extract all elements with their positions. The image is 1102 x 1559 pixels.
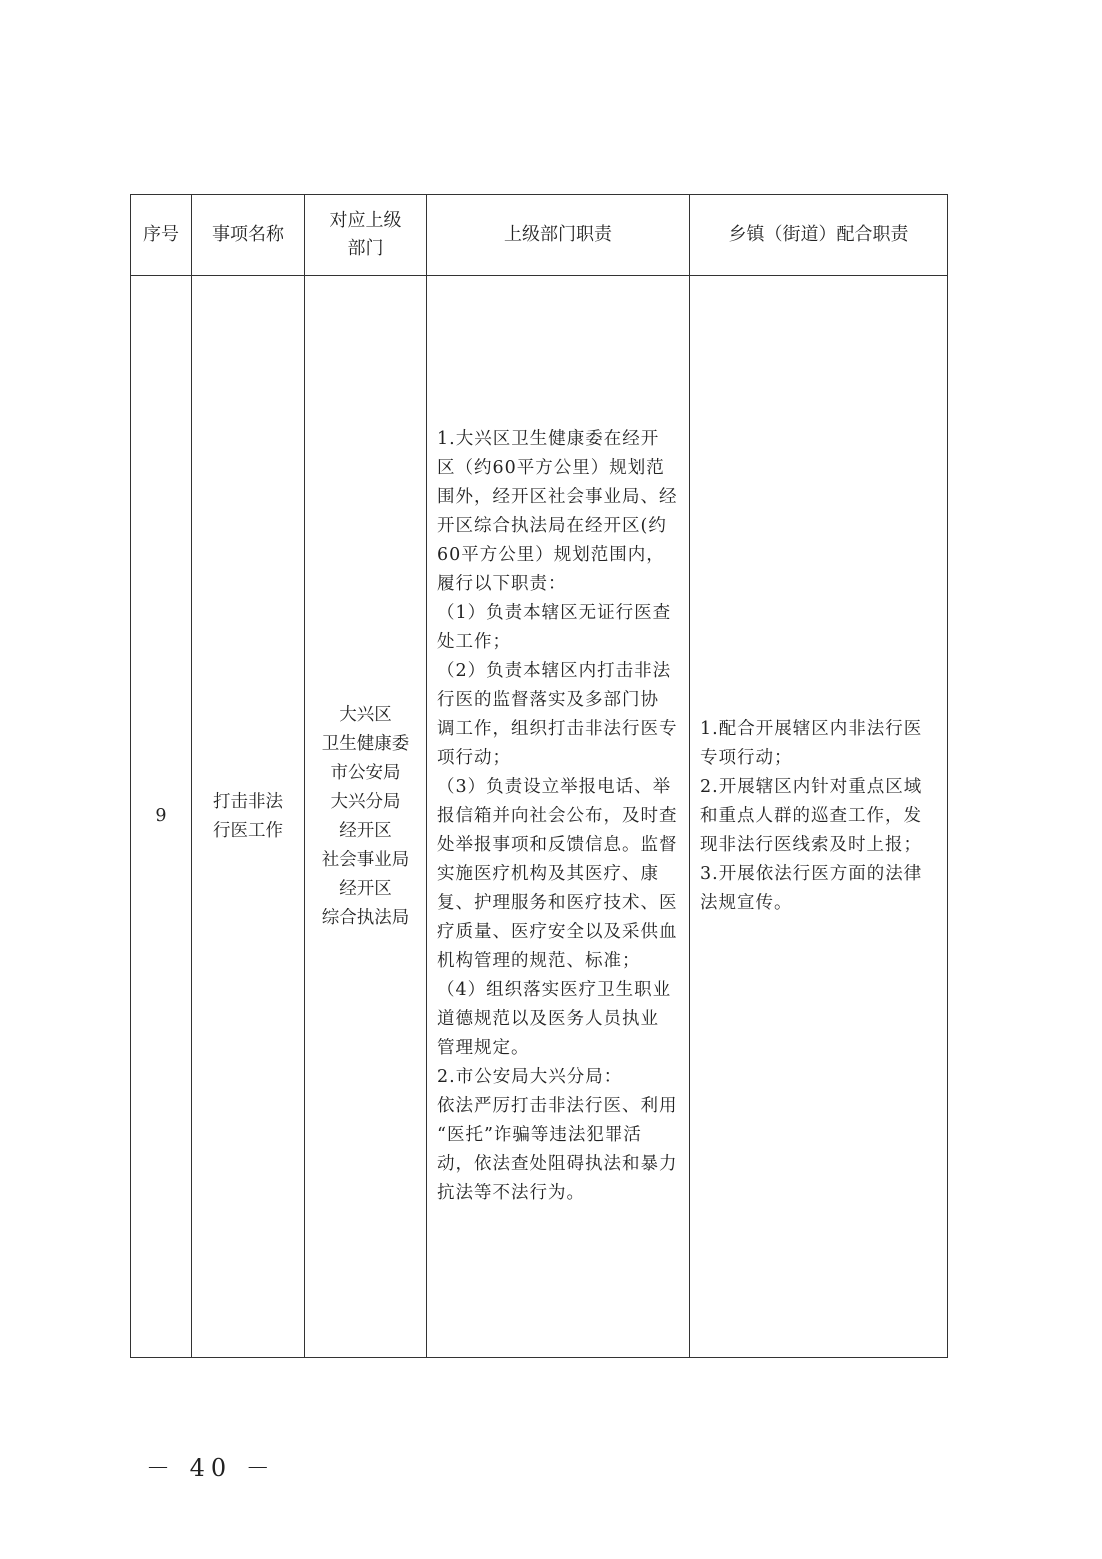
superior-duty-line: 项行动； [437, 748, 511, 768]
superior-duty-line: 履行以下职责： [437, 574, 567, 594]
township-duty-line: 专项行动； [700, 748, 793, 768]
cell-departments [305, 276, 427, 1358]
page-number: － 40 － [146, 1454, 276, 1482]
superior-duty-line: 2.市公安局大兴分局： [437, 1067, 623, 1087]
superior-duty-line: 围外，经开区社会事业局、经 [437, 487, 678, 507]
township-duty-line: 法规宣传。 [700, 893, 793, 913]
superior-duty-line: （3）负责设立举报电话、举 [437, 777, 672, 797]
item-name-line: 行医工作 [213, 820, 283, 841]
department-line: 大兴分局 [330, 791, 401, 812]
superior-duty-line: 依法严厉打击非法行医、利用 [437, 1096, 678, 1116]
superior-duty-line: （1）负责本辖区无证行医查 [437, 603, 672, 623]
header-township-duties: 乡镇（街道）配合职责 [690, 195, 948, 276]
superior-duty-line: 道德规范以及医务人员执业 [437, 1009, 659, 1029]
department-line: 卫生健康委 [321, 733, 410, 754]
header-superior-duties: 上级部门职责 [427, 195, 690, 276]
township-duty-line: 现非法行医线索及时上报； [700, 835, 922, 855]
department-line: 经开区 [339, 820, 392, 841]
superior-duty-line: （2）负责本辖区内打击非法 [437, 661, 672, 681]
table-header-row [131, 195, 948, 276]
superior-duty-line: 机构管理的规范、标准； [437, 951, 641, 971]
cell-superior-duties [427, 276, 690, 1358]
superior-duty-line: 60平方公里）规划范围内， [437, 545, 665, 565]
department-line: 经开区 [339, 878, 392, 899]
cell-township-duties [690, 276, 948, 1358]
header-index: 序号 [131, 195, 192, 276]
superior-duty-line: 行医的监督落实及多部门协 [437, 690, 659, 710]
superior-duty-line: 处工作； [437, 632, 511, 652]
table-row [131, 276, 948, 1358]
header-superior-dept-line1: 对应上级 [329, 210, 402, 231]
superior-duty-line: 复、护理服务和医疗技术、医 [437, 893, 678, 913]
superior-duty-line: 管理规定。 [437, 1038, 530, 1058]
department-line: 社会事业局 [321, 849, 410, 870]
item-name-line: 打击非法 [213, 791, 283, 812]
department-line: 市公安局 [330, 762, 401, 783]
township-duty-line: 3.开展依法行医方面的法律 [700, 864, 923, 884]
responsibility-table [130, 194, 948, 1358]
superior-duty-line: “医托”诈骗等违法犯罪活 [437, 1125, 642, 1145]
township-duty-line: 1.配合开展辖区内非法行医 [700, 719, 923, 739]
superior-duty-line: 区（约60平方公里）规划范 [437, 458, 665, 478]
cell-index: 9 [131, 276, 192, 1358]
header-superior-dept-line2: 部门 [347, 238, 384, 259]
superior-duty-line: 开区综合执法局在经开区(约 [437, 516, 667, 536]
superior-duty-line: 处举报事项和反馈信息。监督 [437, 835, 678, 855]
township-duty-line: 和重点人群的巡查工作，发 [700, 806, 922, 826]
department-line: 大兴区 [339, 704, 392, 725]
superior-duty-line: （4）组织落实医疗卫生职业 [437, 980, 672, 1000]
township-duty-line: 2.开展辖区内针对重点区域 [700, 777, 923, 797]
header-item-name: 事项名称 [192, 195, 305, 276]
superior-duty-line: 动，依法查处阻碍执法和暴力 [437, 1154, 678, 1174]
superior-duty-line: 实施医疗机构及其医疗、康 [437, 864, 659, 884]
superior-duty-line: 1.大兴区卫生健康委在经开 [437, 429, 660, 449]
superior-duty-line: 抗法等不法行为。 [437, 1183, 585, 1203]
header-superior-dept [305, 195, 427, 276]
superior-duty-line: 疗质量、医疗安全以及采供血 [437, 922, 678, 942]
department-line: 综合执法局 [321, 907, 410, 928]
superior-duty-line: 调工作，组织打击非法行医专 [437, 719, 678, 739]
cell-item-name [192, 276, 305, 1358]
superior-duty-line: 报信箱并向社会公布，及时查 [437, 806, 678, 826]
